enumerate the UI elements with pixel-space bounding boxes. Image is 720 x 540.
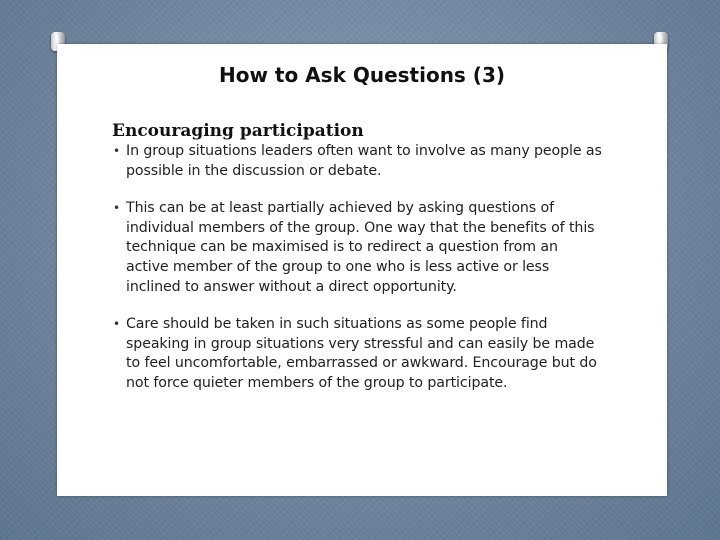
bullet-dot-icon: •	[113, 317, 120, 332]
bullet-item-1	[112, 142, 602, 181]
bullet-dot-icon: •	[113, 201, 120, 216]
slide-title: How to Ask Questions (3)	[219, 63, 505, 87]
bullet-text-1: In group situations leaders often want to involve as many people as possible in the discussion or debate.	[126, 143, 602, 179]
bullet-dot-icon: •	[113, 144, 120, 158]
bullet-item-3	[112, 315, 602, 393]
bullet-item-2	[112, 199, 602, 297]
slide-card	[57, 44, 667, 496]
slide-subtitle: Encouraging participation	[112, 121, 364, 141]
bullet-text-2: This can be at least partially achieved by asking questions of individual members of the group. One way that the benefits of this technique can be maximised is to redirect a question from an active member of the group to one who is less active or less inclined to answer without a direct opportunity.	[126, 200, 595, 295]
bullet-list	[112, 142, 602, 412]
bullet-text-3: Care should be taken in such situations as some people find speaking in group situations very stressful and can easily be made to feel uncomfortable, embarrassed or awkward. Encourage but do not force quieter members of the group to participate.	[126, 316, 597, 391]
